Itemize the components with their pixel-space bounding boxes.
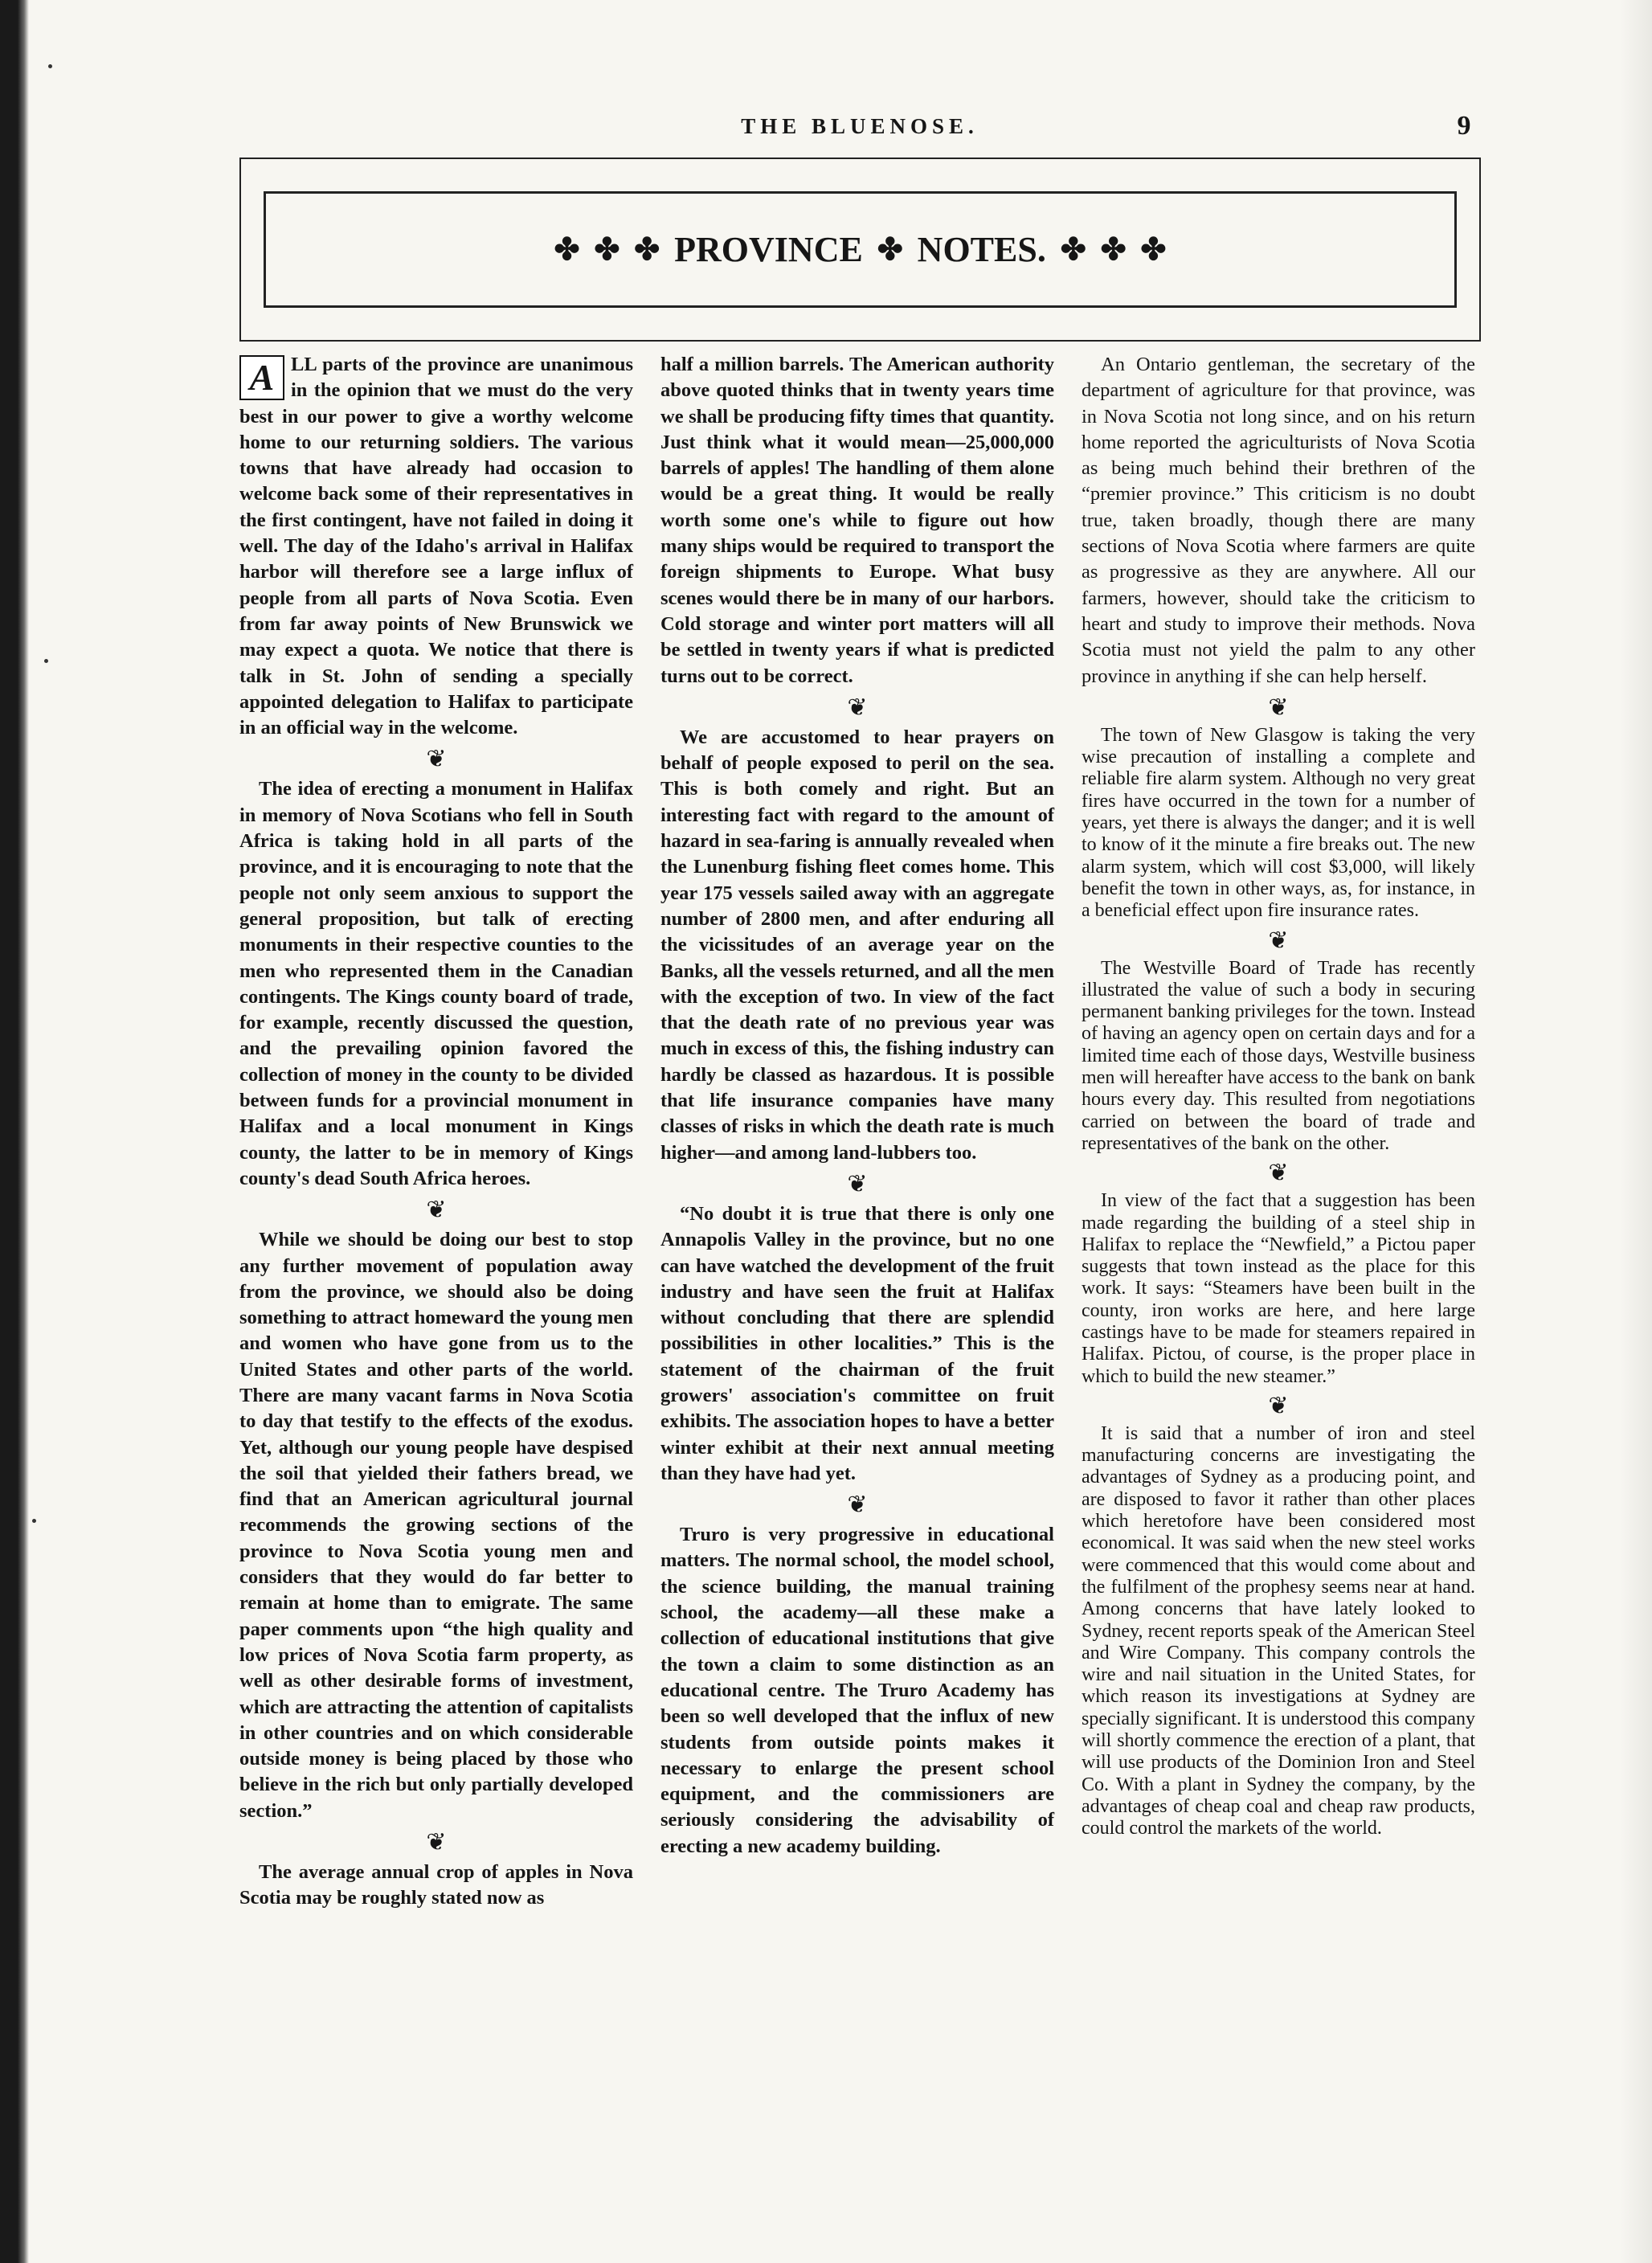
paragraph-text: LL parts of the province are unanimous in the opinion that we must do the very best in our power to give a worthy welcome home to our returning soldiers. The various towns that have already had occasion to welcome back some of their representatives in the first contingent, have not failed in doing it well. The day of the Idaho's arrival in Halifax harbor will therefore see a large influx of people from all parts of Nova Scotia. Even from far away points of New Brunswick we may expect a quota. We notice that there is talk in St. John of sending a specially appointed delegation to Halifax to participate in an official way in the welcome.	[239, 354, 633, 739]
paragraph: Truro is very progressive in educational matters. The normal school, the model school, the science building, the manual training school, the academy—all these make a collection of educational institutions that give the town a claim to some distinction as an educational centre. The Truro Academy has been so well developed that the influx of new students from outside points makes it necessary to enlarge the present school equipment, and the commissioners are seriously considering the advisability of erecting a new academy building.	[660, 1524, 1054, 1857]
print-speck	[44, 659, 48, 663]
paragraph: An Ontario gentleman, the secretary of the department of agriculture for that province, was in Nova Scotia not long since, and on his return home reported the agriculturists of Nova Scotia as being much behind their brethren of the “premier province.” This criticism is no doubt true, taken broadly, though there are many sections of Nova Scotia where farmers are quite as progressive as they are anywhere. All our farmers, however, should take the criticism to heart and study to improve their methods. Nova Scotia must not yield the palm to any other province in anything if she can help herself.	[1082, 354, 1475, 687]
paragraph	[239, 352, 633, 741]
divider-ornament-icon: ❦	[426, 746, 447, 773]
paragraph: The idea of erecting a monument in Halifax in memory of Nova Scotians who fell in South Africa is taking hold in all parts of the province, and it is encouraging to note that the people not only seem anxious to support the general proposition, but talk of erecting monuments in their respective counties to the men who represented them in the Canadian contingents. The Kings county board of trade, for example, recently discussed the question, and the prevailing opinion favored the collection of money in the county to be divided between funds for a provincial monument in Halifax and a local monument in Kings county, the latter to be in memory of Kings county's dead South Africa heroes.	[239, 778, 633, 1189]
divider-ornament-icon: ❦	[847, 694, 868, 721]
section-title	[554, 229, 1167, 270]
ornament-icon: ✤	[1100, 232, 1127, 267]
section-banner	[239, 158, 1481, 342]
divider-ornament-icon: ❦	[1268, 927, 1289, 954]
ornament-icon: ✤	[1140, 232, 1167, 267]
divider-ornament-icon: ❦	[426, 1197, 447, 1224]
running-head: THE BLUENOSE.	[741, 114, 979, 138]
page-right-edge	[1620, 0, 1652, 2263]
divider-ornament-icon: ❦	[847, 1170, 868, 1197]
paragraph: While we should be doing our best to stop any further movement of population away from the province, we should also be doing something to attract homeward the young men and women who have gone from us to the United States and other parts of the world. There are many vacant farms in Nova Scotia to day that testify to the effects of the exodus. Yet, although our young people have despised the soil that yielded their fathers bread, we find that an American agricultural journal recommends the growing sections of the province to Nova Scotia young men and considers that they would do far better to remain at home than to emigrate. The same paper comments upon “the high quality and low prices of Nova Scotia farm property, as well as other desirable forms of investment, which are attracting the attention of capitalists in other countries and on which considerable outside money is being placed by those who believe in the rich but only partially developed section.”	[239, 1229, 633, 1822]
print-speck	[32, 1519, 36, 1523]
ornament-icon: ✤	[1060, 232, 1086, 267]
column-1	[239, 352, 633, 1912]
divider-ornament-icon: ❦	[1268, 694, 1289, 721]
column-2	[660, 352, 1054, 1860]
section-banner-inner	[264, 191, 1457, 308]
page-binding-edge	[0, 0, 29, 2263]
column-3	[1082, 352, 1475, 1840]
ornament-icon: ✤	[554, 232, 580, 267]
divider-ornament-icon: ❦	[426, 1829, 447, 1856]
article-columns	[239, 352, 1481, 2024]
section-title-right: NOTES.	[917, 230, 1046, 269]
paragraph: The town of New Glasgow is taking the very wise precaution of installing a complete and reliable fire alarm system. Although no very great fires have occurred in the town for a number of years, yet there is always the danger; and it is well to know of it the minute a fire breaks out. The new alarm system, which will cost $3,000, will likely benefit the town in other ways, as, for instance, in a beneficial effect upon fire insurance rates.	[1082, 724, 1475, 922]
section-title-left: PROVINCE	[674, 230, 863, 269]
divider-ornament-icon: ❦	[1268, 1392, 1289, 1419]
paragraph: The average annual crop of apples in Nova Scotia may be roughly stated now as	[239, 1861, 633, 1909]
paragraph: It is said that a number of iron and steel manufacturing concerns are investigating the advantages of Sydney as a producing point, and are disposed to favor it rather than other places which heretofore have been considered most economical. It was said when the new steel works were commenced that this would come about and the fulfilment of the prophesy seems near at hand. Among concerns that have lately looked to Sydney, recent reports speak of the American Steel and Wire Company. This company controls the wire and nail situation in the United States, for which reason its investigations at Sydney are specially significant. It is understood this company will shortly commence the erection of a plant, that will use products of the Dominion Iron and Steel Co. With a plant in Sydney the company, by the advantages of cheap coal and cheap raw products, could control the markets of the world.	[1082, 1422, 1475, 1839]
paragraph: half a million barrels. The American authority above quoted thinks that in twenty years time we shall be producing fifty times that quantity. Just think what it would mean—25,000,000 barrels of apples! The handling of them alone would be a great thing. It would be really worth some one's while to figure out how many ships would be required to transport the foreign shipments to Europe. What busy scenes would there be in many of our harbors. Cold storage and winter port matters will all be settled in twenty years if what is predicted turns out to be correct.	[660, 354, 1054, 687]
paragraph: The Westville Board of Trade has recently illustrated the value of such a body in securing permanent banking privileges for the town. Instead of having an agency open on certain days and for a limited time each of those days, Westville business men will hereafter have access to the bank on bank hours every day. This resulted from negotiations carried on between the board of trade and representatives of the bank on the other.	[1082, 957, 1475, 1154]
paragraph: “No doubt it is true that there is only one Annapolis Valley in the province, but no one can have watched the development of the fruit industry and have seen the fruit at Halifax without concluding that there are splendid possibilities in other localities.” This is the statement of the chairman of the fruit growers' association's committee on fruit exhibits. The association hopes to have a better winter exhibit at their next annual meeting than they have had yet.	[660, 1202, 1054, 1484]
divider-ornament-icon: ❦	[847, 1492, 868, 1519]
paragraph: We are accustomed to hear prayers on behalf of people exposed to peril on the sea. This is both comely and right. But an interesting fact with regard to the amount of hazard in sea-faring is annually revealed when the Lunenburg fishing fleet comes home. This year 175 vessels sailed away with an aggregate number of 2800 men, and after enduring all the vicissitudes of an average year on the Banks, all the vessels returned, and all the men with the exception of two. In view of the fact that the death rate of no previous year was much in excess of this, the fishing industry can hardly be classed as hazardous. It is possible that life insurance companies have many classes of risks in which the death rate is much higher—and among land-lubbers too.	[660, 726, 1054, 1164]
divider-ornament-icon: ❦	[1268, 1160, 1289, 1187]
ornament-icon: ✤	[634, 232, 660, 267]
drop-cap: A	[239, 355, 284, 400]
paragraph: In view of the fact that a suggestion has been made regarding the building of a steel ship in Halifax to replace the “Newfield,” a Pictou paper suggests that town instead as the place for this work. It says: “Steamers have been built in the county, iron works are here, and here large castings have to be made for steamers repaired in Halifax. Pictou, of course, is the proper place in which to build the new steamer.”	[1082, 1190, 1475, 1387]
print-speck	[48, 64, 52, 68]
ornament-icon: ✤	[877, 232, 903, 267]
ornament-icon: ✤	[594, 232, 620, 267]
page-number: 9	[1457, 111, 1471, 141]
